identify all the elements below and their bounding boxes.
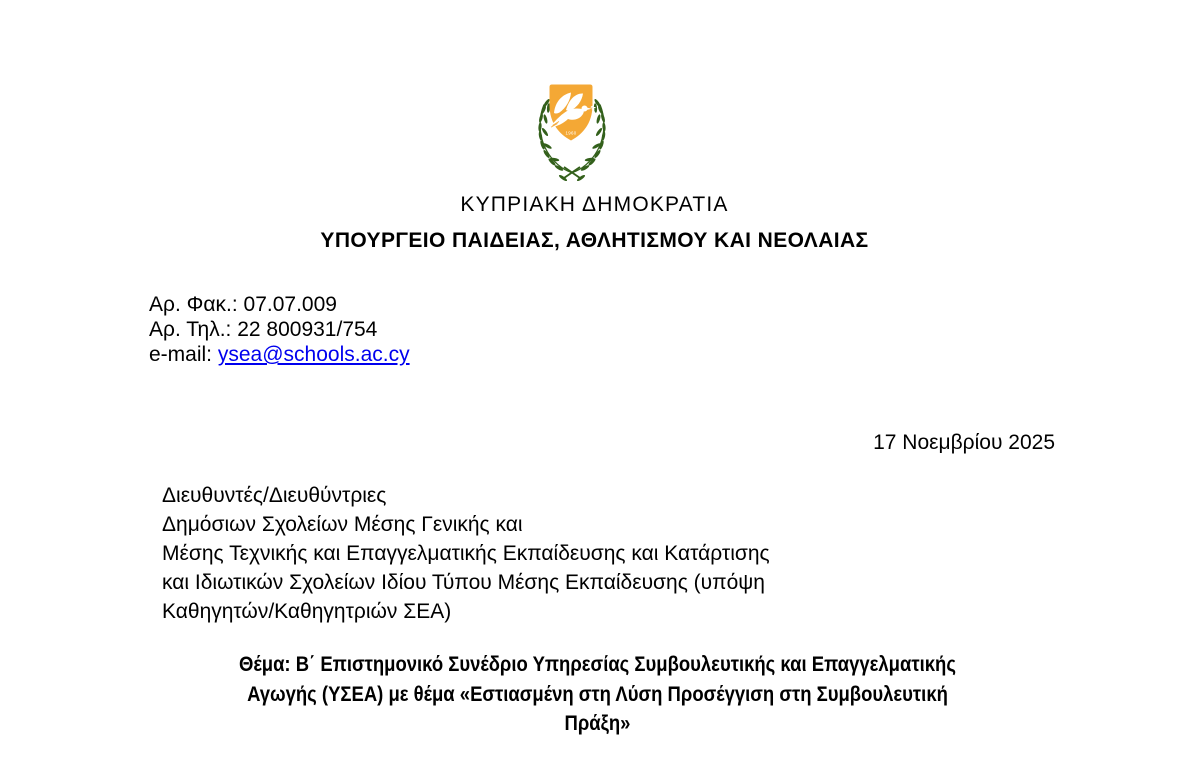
recipient-line: Διευθυντές/Διευθύντριες: [162, 484, 387, 507]
emblem-year-label: 1960: [565, 130, 577, 136]
subject-block: [88, 650, 1108, 739]
telephone-line: Αρ. Τηλ.: 22 800931/754: [149, 318, 378, 341]
cyprus-coat-of-arms-icon: [521, 82, 621, 182]
recipient-block: [162, 481, 770, 626]
ministry-title: ΥΠΟΥΡΓΕΙΟ ΠΑΙΔΕΙΑΣ, ΑΘΛΗΤΙΣΜΟΥ ΚΑΙ ΝΕΟΛΑΙΑΣ: [320, 229, 869, 252]
subject-line: Πράξη»: [564, 712, 631, 735]
recipient-line: Δημόσιων Σχολείων Μέσης Γενικής και: [162, 513, 523, 536]
email-label: e-mail:: [149, 343, 218, 366]
subject-line: Αγωγής (ΥΣΕΑ) με θέμα «Εστιασμένη στη Λύση Προσέγγιση στη Συμβουλευτική: [247, 682, 948, 706]
subject-line: Θέμα: Β΄ Επιστημονικό Συνέδριο Υπηρεσίας Συμβουλευτικής και Επαγγελματικής: [239, 653, 956, 676]
file-number-line: Αρ. Φακ.: 07.07.009: [149, 293, 337, 316]
republic-title: ΚΥΠΡΙΑΚΗ ΔΗΜΟΚΡΑΤΙΑ: [460, 193, 729, 216]
reference-block: [149, 292, 410, 367]
recipient-line: Μέσης Τεχνικής και Επαγγελματικής Εκπαίδευσης και Κατάρτισης: [162, 542, 770, 565]
email-link[interactable]: ysea@schools.ac.cy: [217, 343, 410, 366]
date-line: 17 Νοεμβρίου 2025: [873, 431, 1055, 454]
email-line: [149, 342, 410, 367]
recipient-line: Καθηγητών/Καθηγητριών ΣΕΑ): [162, 600, 452, 623]
wreath-stem-tip-leaves: [558, 174, 586, 182]
recipient-line: και Ιδιωτικών Σχολείων Ιδίου Τύπου Μέσης Εκπαίδευσης (υπόψη: [162, 571, 765, 594]
